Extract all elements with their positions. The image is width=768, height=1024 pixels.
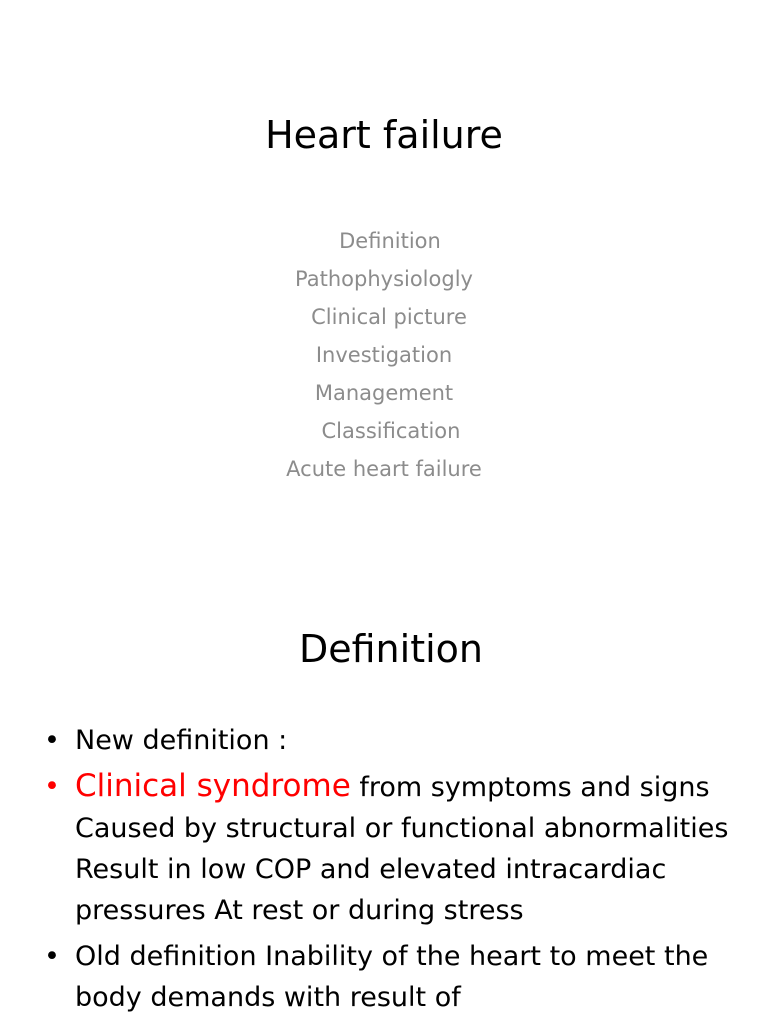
bullet-dot-icon: • — [44, 941, 60, 972]
agenda-item-pathophysiology: Pathophysiologly — [295, 267, 473, 291]
agenda-item-acute-heart-failure: Acute heart failure — [286, 457, 482, 481]
slide-definition — [0, 576, 768, 1024]
agenda-item-classification: Classification — [321, 419, 461, 443]
bullet-item-old-definition — [44, 936, 744, 1018]
bullet-text: Old definition Inability of the heart to meet the body demands with result of — [75, 941, 709, 1013]
agenda-list — [0, 222, 768, 488]
bullet-dot-icon: • — [44, 771, 60, 802]
bullet-dot-icon: • — [44, 725, 60, 756]
agenda-item-definition: Definition — [339, 229, 441, 253]
bullet-item-clinical-syndrome — [44, 766, 744, 931]
bullet-item-new-definition — [44, 720, 744, 761]
agenda-item-management: Management — [314, 381, 454, 405]
bullet-emphasis: Clinical syndrome — [75, 768, 351, 804]
agenda-item-investigation: Investigation — [315, 343, 453, 367]
agenda-item-clinical-picture: Clinical picture — [311, 305, 467, 329]
slide-title: Definition — [298, 627, 483, 671]
bullet-text: New definition : — [75, 725, 288, 756]
slide-title: Heart failure — [265, 113, 503, 157]
bullet-list — [44, 720, 744, 1023]
bullet-text: from symptoms and signs Caused by structural or functional abnormalities Result in low COP and elevated intracardiac pressures At rest or during stress — [75, 772, 729, 926]
